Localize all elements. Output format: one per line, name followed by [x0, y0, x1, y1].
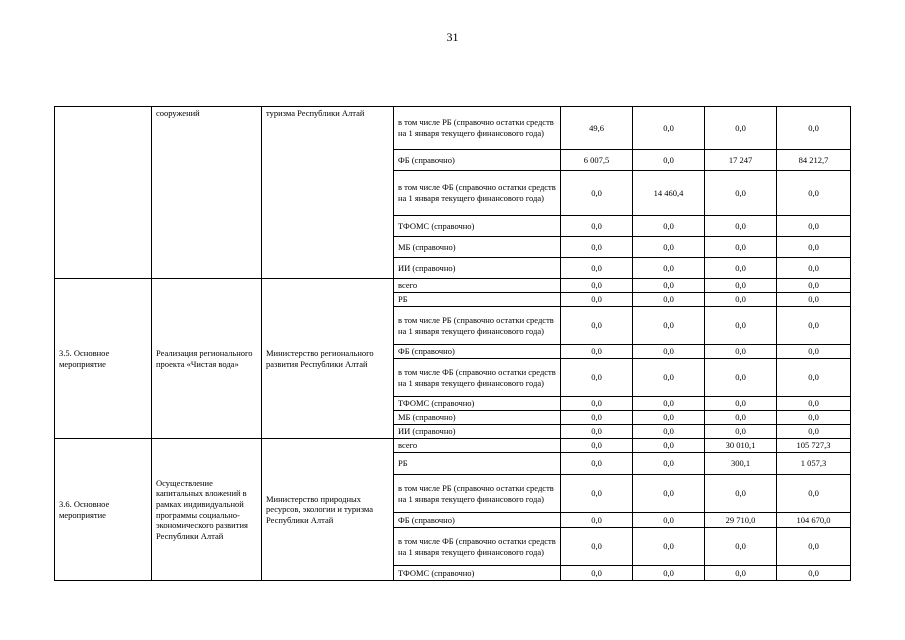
value-cell: 0,0	[561, 359, 633, 397]
value-cell: 0,0	[633, 475, 705, 513]
activity-title-cell: сооружений	[152, 107, 262, 279]
funding-source-cell: ФБ (справочно)	[394, 345, 561, 359]
funding-source-cell: в том числе ФБ (справочно остатки средств на 1 января текущего финансового года)	[394, 359, 561, 397]
value-cell: 0,0	[633, 279, 705, 293]
activity-title-cell: Реализация регионального проекта «Чистая вода»	[152, 279, 262, 439]
value-cell: 0,0	[633, 216, 705, 237]
value-cell: 0,0	[633, 150, 705, 171]
funding-source-cell: в том числе РБ (справочно остатки средств на 1 января текущего финансового года)	[394, 475, 561, 513]
value-cell: 0,0	[777, 216, 851, 237]
value-cell: 0,0	[561, 293, 633, 307]
value-cell: 0,0	[633, 359, 705, 397]
value-cell: 0,0	[777, 279, 851, 293]
value-cell: 0,0	[777, 171, 851, 216]
value-cell: 0,0	[633, 293, 705, 307]
value-cell: 104 670,0	[777, 513, 851, 528]
value-cell: 0,0	[777, 293, 851, 307]
value-cell: 0,0	[633, 107, 705, 150]
value-cell: 0,0	[561, 307, 633, 345]
value-cell: 0,0	[561, 279, 633, 293]
funding-source-cell: в том числе ФБ (справочно остатки средств на 1 января текущего финансового года)	[394, 171, 561, 216]
funding-source-cell: ИИ (справочно)	[394, 258, 561, 279]
value-cell: 0,0	[777, 107, 851, 150]
value-cell: 0,0	[633, 566, 705, 581]
funding-source-cell: в том числе ФБ (справочно остатки средств на 1 января текущего финансового года)	[394, 528, 561, 566]
value-cell: 0,0	[777, 475, 851, 513]
funding-source-cell: ТФОМС (справочно)	[394, 397, 561, 411]
value-cell: 0,0	[633, 439, 705, 453]
value-cell: 0,0	[705, 345, 777, 359]
funding-source-cell: ФБ (справочно)	[394, 513, 561, 528]
activity-number-cell: 3.6. Основное мероприятие	[55, 439, 152, 581]
value-cell: 0,0	[705, 411, 777, 425]
value-cell: 0,0	[705, 171, 777, 216]
value-cell: 14 460,4	[633, 171, 705, 216]
value-cell: 0,0	[777, 345, 851, 359]
page-number: 31	[446, 30, 459, 44]
executor-cell: Министерство регионального развития Республики Алтай	[262, 279, 394, 439]
funding-source-cell: всего	[394, 279, 561, 293]
table-row	[55, 439, 851, 453]
funding-source-cell: РБ	[394, 293, 561, 307]
value-cell: 0,0	[777, 359, 851, 397]
funding-source-cell: ИИ (справочно)	[394, 425, 561, 439]
value-cell: 0,0	[705, 307, 777, 345]
funding-source-cell: в том числе РБ (справочно остатки средств на 1 января текущего финансового года)	[394, 307, 561, 345]
value-cell: 0,0	[705, 528, 777, 566]
value-cell: 0,0	[777, 237, 851, 258]
value-cell: 0,0	[705, 475, 777, 513]
funding-source-cell: РБ	[394, 453, 561, 475]
value-cell: 0,0	[777, 528, 851, 566]
value-cell: 0,0	[705, 216, 777, 237]
value-cell: 0,0	[561, 439, 633, 453]
value-cell: 0,0	[705, 279, 777, 293]
funding-source-cell: МБ (справочно)	[394, 237, 561, 258]
value-cell: 300,1	[705, 453, 777, 475]
funding-source-cell: всего	[394, 439, 561, 453]
value-cell: 0,0	[777, 307, 851, 345]
value-cell: 0,0	[633, 345, 705, 359]
value-cell: 0,0	[633, 258, 705, 279]
value-cell: 0,0	[705, 359, 777, 397]
value-cell: 0,0	[633, 453, 705, 475]
value-cell: 0,0	[705, 425, 777, 439]
funding-source-cell: МБ (справочно)	[394, 411, 561, 425]
value-cell: 0,0	[633, 411, 705, 425]
value-cell: 49,6	[561, 107, 633, 150]
value-cell: 17 247	[705, 150, 777, 171]
value-cell: 0,0	[561, 216, 633, 237]
table-row	[55, 107, 851, 150]
value-cell: 30 010,1	[705, 439, 777, 453]
value-cell: 0,0	[705, 566, 777, 581]
value-cell: 0,0	[777, 258, 851, 279]
value-cell: 0,0	[633, 513, 705, 528]
value-cell: 84 212,7	[777, 150, 851, 171]
value-cell: 0,0	[705, 258, 777, 279]
value-cell: 0,0	[633, 528, 705, 566]
funding-source-cell: в том числе РБ (справочно остатки средств на 1 января текущего финансового года)	[394, 107, 561, 150]
value-cell: 0,0	[561, 475, 633, 513]
value-cell: 0,0	[561, 345, 633, 359]
value-cell: 0,0	[777, 411, 851, 425]
executor-cell: туризма Республики Алтай	[262, 107, 394, 279]
value-cell: 0,0	[633, 425, 705, 439]
activity-number-cell	[55, 107, 152, 279]
executor-cell: Министерство природных ресурсов, экологии и туризма Республики Алтай	[262, 439, 394, 581]
value-cell: 0,0	[561, 528, 633, 566]
value-cell: 0,0	[633, 397, 705, 411]
value-cell: 0,0	[561, 513, 633, 528]
value-cell: 0,0	[561, 425, 633, 439]
value-cell: 0,0	[777, 566, 851, 581]
value-cell: 0,0	[777, 397, 851, 411]
value-cell: 1 057,3	[777, 453, 851, 475]
funding-source-cell: ТФОМС (справочно)	[394, 566, 561, 581]
funding-table	[54, 106, 851, 581]
value-cell: 0,0	[633, 237, 705, 258]
value-cell: 0,0	[561, 258, 633, 279]
funding-source-cell: ТФОМС (справочно)	[394, 216, 561, 237]
value-cell: 0,0	[705, 237, 777, 258]
value-cell: 0,0	[777, 425, 851, 439]
value-cell: 0,0	[561, 411, 633, 425]
value-cell: 0,0	[561, 171, 633, 216]
value-cell: 0,0	[561, 237, 633, 258]
value-cell: 0,0	[561, 453, 633, 475]
value-cell: 0,0	[705, 107, 777, 150]
value-cell: 0,0	[633, 307, 705, 345]
value-cell: 0,0	[705, 293, 777, 307]
table-row	[55, 279, 851, 293]
value-cell: 0,0	[561, 397, 633, 411]
value-cell: 105 727,3	[777, 439, 851, 453]
activity-number-cell: 3.5. Основное мероприятие	[55, 279, 152, 439]
value-cell: 6 007,5	[561, 150, 633, 171]
value-cell: 0,0	[705, 397, 777, 411]
activity-title-cell: Осуществление капитальных вложений в рамках индивидуальной программы социально-экономического развития Республики Алтай	[152, 439, 262, 581]
funding-source-cell: ФБ (справочно)	[394, 150, 561, 171]
value-cell: 29 710,0	[705, 513, 777, 528]
value-cell: 0,0	[561, 566, 633, 581]
